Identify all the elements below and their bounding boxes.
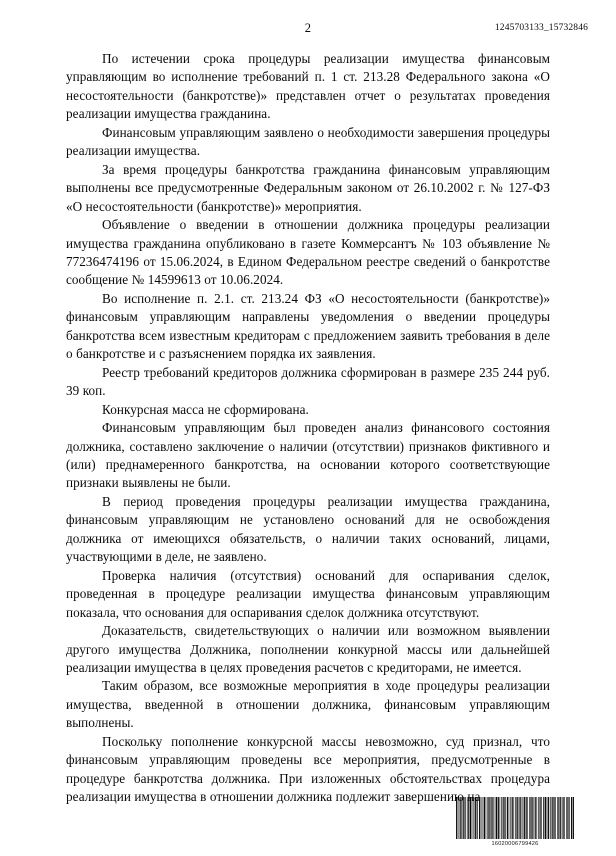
paragraph: Поскольку пополнение конкурсной массы невозможно, суд признал, что финансовым управляющим проведены все мероприятия, предусмотренные в процедуре банкротства должника. При изложенных обстоятельствах процедура реализации имущества в отношении должника подлежит завершению на — [66, 733, 550, 805]
page-number: 2 — [304, 21, 312, 35]
paragraph: Финансовым управляющим был проведен анализ финансового состояния должника, составлено заключение о наличии (отсутствии) признаков фиктивного и (или) преднамеренного банкротства, на основании которого соответствующие признаки выявлены не были. — [66, 420, 550, 491]
paragraph: В период проведения процедуры реализации имущества гражданина, финансовым управляющим не установлено оснований для не освобождения должника от имеющихся обязательств, о наличии таких оснований, лицами, участвующими в деле, не заявлено. — [66, 493, 550, 565]
paragraph: Финансовым управляющим заявлено о необходимости завершения процедуры реализации имущества. — [66, 124, 550, 159]
paragraph: Реестр требований кредиторов должника сформирован в размере 235 244 руб. 39 коп. — [66, 364, 550, 399]
paragraph: Конкурсная масса не сформирована. — [102, 401, 309, 417]
document-body — [66, 50, 550, 807]
document-identifier: 1245703133_15732846 — [494, 23, 588, 33]
barcode-block — [456, 797, 574, 848]
paragraph: Во исполнение п. 2.1. ст. 213.24 ФЗ «О несостоятельности (банкротстве)» финансовым управляющим направлены уведомления о введении процедуры банкротства всем известным кредиторам с предложением заявить требования в деле о банкротстве и с разъяснением порядка их заявления. — [66, 290, 550, 362]
paragraph: По истечении срока процедуры реализации имущества финансовым управляющим во исполнение требований п. 1 ст. 213.28 Федерального закона «О несостоятельности (банкротстве)» представлен отчет о результатах проведения реализации имущества гражданина. — [66, 51, 550, 122]
paragraph: Таким образом, все возможные мероприятия в ходе процедуры реализации имущества, введенной в отношении должника, финансовым управляющим выполнены. — [66, 678, 550, 731]
page-header — [0, 20, 616, 42]
barcode-image — [456, 797, 574, 839]
paragraph: Проверка наличия (отсутствия) оснований для оспаривания сделок, проведенная в процедуре реализации имущества финансовым управляющим показала, что основания для оспаривания сделок должника отсутствуют. — [66, 567, 550, 620]
barcode-digits: 16020006799426 — [491, 841, 539, 847]
paragraph: За время процедуры банкротства гражданина финансовым управляющим выполнены все предусмотренные Федеральным законом от 26.10.2002 г. № 127-ФЗ «О несостоятельности (банкротстве)» мероприятия. — [66, 161, 550, 214]
paragraph: Объявление о введении в отношении должника процедуры реализации имущества гражданина опубликовано в газете Коммерсантъ № 103 объявление № 77236474196 от 15.06.2024, в Едином Федеральном реестре сведений о банкротстве сообщение № 14599613 от 10.06.2024. — [66, 217, 550, 288]
paragraph: Доказательств, свидетельствующих о наличии или возможном выявлении другого имущества Должника, пополнении конкурной массы или дальнейшей реализации имущества в целях проведения расчетов с кредиторами, не имеется. — [66, 623, 550, 675]
